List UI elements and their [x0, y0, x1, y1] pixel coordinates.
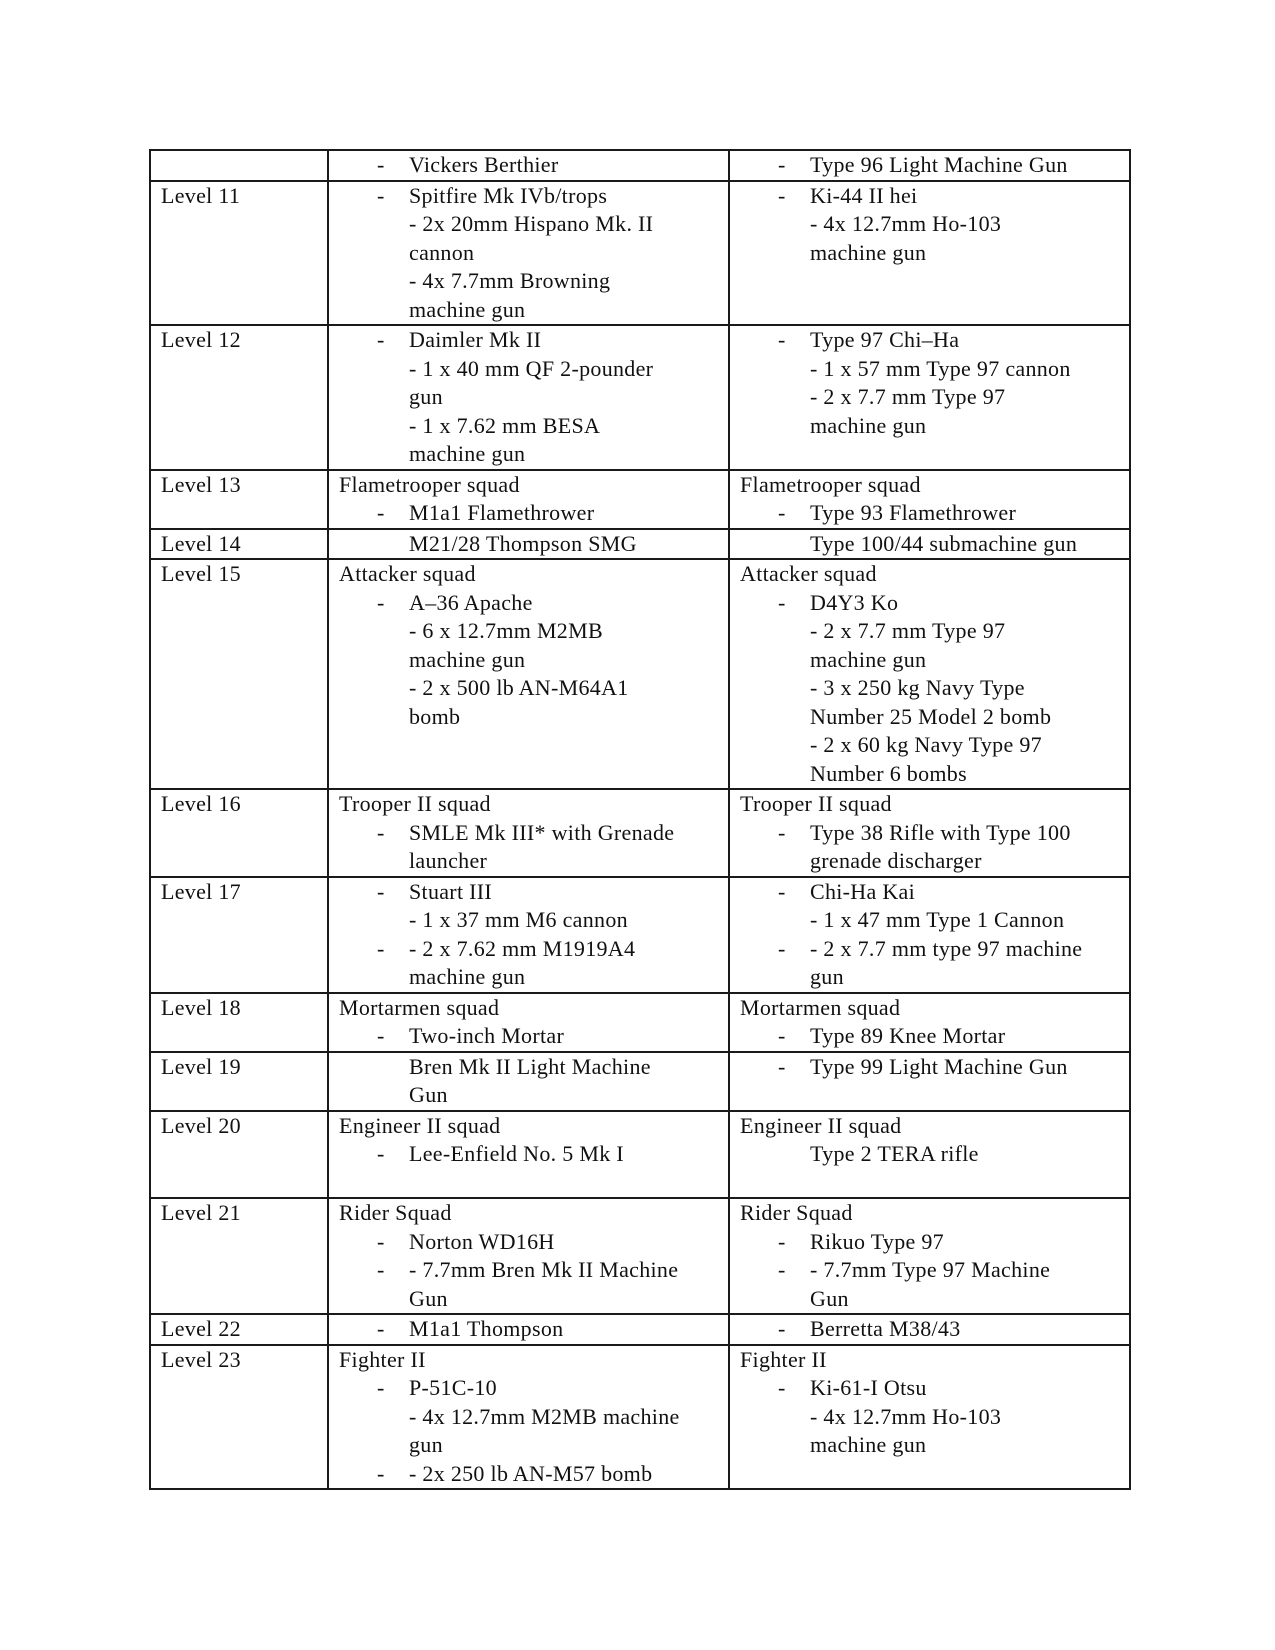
equipment-line: [339, 1140, 722, 1169]
line-text: Flametrooper squad: [339, 471, 520, 497]
bullet-dash: -: [377, 327, 385, 352]
equipment-line: [740, 617, 1123, 646]
equipment-line: [339, 906, 722, 935]
equipment-line: [740, 182, 1123, 211]
equipment-line: [339, 440, 722, 469]
squad-heading: [740, 560, 1123, 589]
line-text: - 2 x 500 lb AN-M64A1: [409, 675, 629, 700]
level-cell: Level 17: [150, 877, 328, 993]
line-text: - 4x 12.7mm M2MB machine: [409, 1403, 680, 1429]
table-row: [150, 150, 1130, 181]
line-text: Attacker squad: [740, 561, 877, 586]
line-text: grenade discharger: [810, 848, 982, 873]
line-text: Bren Mk II Light Machine: [409, 1053, 651, 1079]
axis-cell: [729, 1111, 1130, 1199]
axis-cell: [729, 1314, 1130, 1345]
bullet-dash: -: [377, 589, 385, 615]
level-cell: Level 11: [150, 181, 328, 326]
line-text: - 3 x 250 kg Navy Type: [810, 675, 1025, 700]
bullet-dash: -: [778, 500, 786, 525]
squad-heading: [339, 560, 722, 589]
equipment-line: [339, 1315, 722, 1344]
line-text: Spitfire Mk IVb/trops: [409, 182, 608, 208]
bullet-dash: -: [377, 819, 385, 845]
bullet-dash: -: [778, 935, 786, 961]
bullet-dash: -: [377, 1316, 385, 1341]
allied-cell: [328, 529, 729, 560]
bullet-dash: -: [377, 935, 385, 961]
axis-cell: [729, 529, 1130, 560]
line-text: Ki-61-I Otsu: [810, 1375, 927, 1400]
table-row: [150, 470, 1130, 529]
line-text: Stuart III: [409, 878, 493, 904]
equipment-line: [339, 1022, 722, 1051]
axis-cell: [729, 789, 1130, 877]
bullet-dash: -: [377, 500, 385, 525]
equipment-line: [740, 151, 1123, 180]
equipment-line: [339, 182, 722, 211]
line-text: Mortarmen squad: [740, 994, 901, 1020]
level-cell: Level 14: [150, 529, 328, 560]
equipment-line: [740, 239, 1123, 268]
squad-heading: [740, 1346, 1123, 1375]
equipment-line: [339, 296, 722, 325]
line-text: Engineer II squad: [339, 1112, 501, 1138]
equipment-line: [339, 963, 722, 992]
line-text: Flametrooper squad: [740, 471, 921, 497]
bullet-dash: -: [778, 1023, 786, 1048]
bullet-dash: -: [377, 878, 385, 904]
line-text: - 2 x 7.62 mm M1919A4: [409, 935, 636, 961]
line-text: machine gun: [409, 296, 526, 322]
line-text: D4Y3 Ko: [810, 589, 899, 615]
line-text: Norton WD16H: [409, 1228, 555, 1254]
equipment-line: [740, 731, 1123, 760]
line-text: - 2x 20mm Hispano Mk. II: [409, 211, 654, 236]
equipment-line: [740, 878, 1123, 907]
equipment-line: [339, 267, 722, 296]
bullet-dash: -: [778, 327, 786, 352]
line-text: Engineer II squad: [740, 1112, 902, 1138]
line-text: - 4x 7.7mm Browning: [409, 268, 611, 293]
bullet-dash: -: [778, 819, 786, 845]
level-cell: Level 20: [150, 1111, 328, 1199]
line-text: Rikuo Type 97: [810, 1228, 944, 1254]
level-cell: Level 19: [150, 1052, 328, 1111]
equipment-line: [339, 617, 722, 646]
line-text: - 4x 12.7mm Ho-103: [810, 1403, 1002, 1429]
line-text: machine gun: [810, 1432, 927, 1457]
axis-cell: [729, 1052, 1130, 1111]
equipment-line: [339, 674, 722, 703]
equipment-line: [740, 1285, 1123, 1314]
line-text: M1a1 Thompson: [409, 1316, 564, 1341]
bullet-dash: -: [778, 1257, 786, 1282]
line-text: M1a1 Flamethrower: [409, 500, 595, 525]
level-cell: Level 13: [150, 470, 328, 529]
squad-heading: [740, 1112, 1123, 1141]
bullet-dash: -: [377, 1228, 385, 1254]
line-text: - 2 x 7.7 mm Type 97: [810, 618, 1006, 643]
equipment-line: [740, 210, 1123, 239]
line-text: Number 25 Model 2 bomb: [810, 703, 1052, 729]
squad-heading: [339, 1199, 722, 1228]
line-text: Rider Squad: [339, 1200, 452, 1225]
axis-cell: [729, 181, 1130, 326]
equipment-line: [740, 383, 1123, 412]
bullet-dash: -: [778, 1053, 786, 1079]
table-row: [150, 529, 1130, 560]
equipment-line: [339, 412, 722, 441]
line-text: M21/28 Thompson SMG: [409, 530, 637, 556]
allied-cell: [328, 1198, 729, 1314]
line-text: - 1 x 57 mm Type 97 cannon: [810, 355, 1071, 381]
line-text: Number 6 bombs: [810, 760, 967, 786]
line-text: - 6 x 12.7mm M2MB: [409, 618, 603, 643]
bullet-dash: -: [377, 1375, 385, 1400]
table-row: [150, 1198, 1130, 1314]
squad-heading: [339, 1112, 722, 1141]
line-text: Type 96 Light Machine Gun: [810, 152, 1068, 177]
equipment-line: [339, 1053, 722, 1082]
line-text: Chi-Ha Kai: [810, 878, 916, 904]
line-text: machine gun: [409, 441, 526, 466]
line-text: - 2x 250 lb AN-M57 bomb: [409, 1460, 653, 1486]
equipment-line: [740, 1315, 1123, 1344]
equipment-line: [740, 355, 1123, 384]
line-text: cannon: [409, 239, 475, 265]
line-text: Gun: [409, 1082, 448, 1107]
blank-line: [740, 1169, 1123, 1198]
equipment-line: [339, 530, 722, 559]
equipment-line: [740, 589, 1123, 618]
line-text: machine gun: [810, 646, 927, 672]
axis-cell: [729, 559, 1130, 789]
allied-cell: [328, 325, 729, 470]
line-text: P-51C-10: [409, 1375, 497, 1400]
equipment-line: [740, 760, 1123, 789]
level-unlock-table: [149, 149, 1131, 1490]
axis-cell: [729, 470, 1130, 529]
line-text: Lee-Enfield No. 5 Mk I: [409, 1141, 624, 1166]
equipment-line: [740, 1403, 1123, 1432]
squad-heading: [339, 790, 722, 819]
equipment-line: [339, 646, 722, 675]
equipment-line: [740, 646, 1123, 675]
line-text: Fighter II: [339, 1346, 426, 1372]
equipment-line: [339, 1374, 722, 1403]
level-cell: Level 21: [150, 1198, 328, 1314]
level-cell: [150, 150, 328, 181]
level-cell: Level 12: [150, 325, 328, 470]
line-text: Trooper II squad: [339, 791, 491, 816]
equipment-line: [339, 239, 722, 268]
line-text: gun: [409, 1432, 443, 1457]
bullet-dash: -: [377, 1460, 385, 1486]
line-text: Mortarmen squad: [339, 994, 500, 1020]
allied-cell: [328, 1314, 729, 1345]
squad-heading: [339, 1346, 722, 1375]
line-text: A–36 Apache: [409, 589, 533, 615]
equipment-line: [339, 210, 722, 239]
table-row: [150, 789, 1130, 877]
allied-cell: [328, 1052, 729, 1111]
line-text: - 2 x 7.7 mm Type 97: [810, 384, 1006, 409]
equipment-line: [339, 1081, 722, 1110]
bullet-dash: -: [778, 1228, 786, 1254]
level-cell: Level 15: [150, 559, 328, 789]
squad-heading: [339, 994, 722, 1023]
line-text: Berretta M38/43: [810, 1316, 961, 1341]
equipment-line: [339, 1403, 722, 1432]
equipment-line: [740, 674, 1123, 703]
line-text: - 7.7mm Type 97 Machine: [810, 1257, 1051, 1282]
axis-cell: [729, 877, 1130, 993]
level-cell: Level 23: [150, 1345, 328, 1490]
bullet-dash: -: [778, 182, 786, 208]
equipment-line: [740, 499, 1123, 528]
squad-heading: [740, 790, 1123, 819]
equipment-line: [339, 1228, 722, 1257]
equipment-line: [740, 1256, 1123, 1285]
bullet-dash: -: [377, 182, 385, 208]
allied-cell: [328, 559, 729, 789]
bullet-dash: -: [778, 1316, 786, 1341]
line-text: Type 89 Knee Mortar: [810, 1023, 1006, 1048]
axis-cell: [729, 993, 1130, 1052]
level-cell: Level 18: [150, 993, 328, 1052]
table-row: [150, 181, 1130, 326]
line-text: machine gun: [409, 646, 526, 672]
equipment-line: [740, 530, 1123, 559]
line-text: Fighter II: [740, 1346, 827, 1372]
table-row: [150, 1111, 1130, 1199]
line-text: Trooper II squad: [740, 791, 892, 816]
squad-heading: [740, 471, 1123, 500]
table-row: [150, 1345, 1130, 1490]
level-cell: Level 22: [150, 1314, 328, 1345]
line-text: - 2 x 60 kg Navy Type 97: [810, 732, 1042, 757]
bullet-dash: -: [377, 1141, 385, 1166]
axis-cell: [729, 150, 1130, 181]
equipment-line: [740, 1431, 1123, 1460]
bullet-dash: -: [778, 152, 786, 177]
line-text: Type 38 Rifle with Type 100: [810, 819, 1071, 845]
table-row: [150, 559, 1130, 789]
line-text: - 1 x 47 mm Type 1 Cannon: [810, 907, 1065, 932]
line-text: machine gun: [810, 239, 927, 265]
equipment-line: [740, 847, 1123, 876]
line-text: - 1 x 7.62 mm BESA: [409, 412, 601, 438]
equipment-line: [740, 1053, 1123, 1082]
line-text: Type 97 Chi–Ha: [810, 327, 960, 352]
equipment-line: [740, 412, 1123, 441]
equipment-line: [339, 1431, 722, 1460]
equipment-line: [740, 1140, 1123, 1169]
bullet-dash: -: [377, 152, 385, 177]
line-text: Type 2 TERA rifle: [810, 1141, 979, 1166]
line-text: - 7.7mm Bren Mk II Machine: [409, 1257, 679, 1282]
equipment-line: [740, 819, 1123, 848]
equipment-line: [740, 935, 1123, 964]
bullet-dash: -: [778, 878, 786, 904]
squad-heading: [339, 471, 722, 500]
line-text: - 4x 12.7mm Ho-103: [810, 211, 1002, 236]
equipment-line: [339, 589, 722, 618]
allied-cell: [328, 789, 729, 877]
allied-cell: [328, 877, 729, 993]
equipment-line: [339, 355, 722, 384]
equipment-line: [339, 1285, 722, 1314]
line-text: - 1 x 37 mm M6 cannon: [409, 907, 628, 932]
line-text: Type 100/44 submachine gun: [810, 530, 1078, 556]
line-text: Ki-44 II hei: [810, 182, 918, 208]
equipment-line: [339, 847, 722, 876]
equipment-line: [339, 819, 722, 848]
table-row: [150, 877, 1130, 993]
line-text: gun: [409, 384, 443, 409]
line-text: Attacker squad: [339, 561, 476, 586]
line-text: Rider Squad: [740, 1200, 853, 1225]
line-text: Vickers Berthier: [409, 152, 559, 177]
line-text: Gun: [409, 1285, 448, 1311]
line-text: gun: [810, 964, 844, 989]
line-text: Type 93 Flamethrower: [810, 500, 1017, 525]
axis-cell: [729, 1345, 1130, 1490]
equipment-line: [339, 499, 722, 528]
equipment-line: [740, 906, 1123, 935]
equipment-line: [339, 935, 722, 964]
bullet-dash: -: [377, 1023, 385, 1048]
equipment-line: [339, 878, 722, 907]
equipment-line: [339, 1256, 722, 1285]
table-body: [150, 150, 1130, 1489]
equipment-line: [740, 703, 1123, 732]
axis-cell: [729, 1198, 1130, 1314]
bullet-dash: -: [778, 1375, 786, 1400]
table-row: [150, 1052, 1130, 1111]
table-row: [150, 325, 1130, 470]
equipment-line: [339, 1460, 722, 1489]
equipment-line: [740, 1374, 1123, 1403]
level-cell: Level 16: [150, 789, 328, 877]
table-row: [150, 993, 1130, 1052]
line-text: SMLE Mk III* with Grenade: [409, 819, 675, 845]
table-row: [150, 1314, 1130, 1345]
line-text: launcher: [409, 848, 488, 873]
allied-cell: [328, 993, 729, 1052]
squad-heading: [740, 1199, 1123, 1228]
line-text: Gun: [810, 1285, 849, 1311]
bullet-dash: -: [377, 1257, 385, 1282]
allied-cell: [328, 1111, 729, 1199]
line-text: bomb: [409, 703, 461, 729]
bullet-dash: -: [778, 589, 786, 615]
equipment-line: [339, 326, 722, 355]
line-text: - 1 x 40 mm QF 2-pounder: [409, 355, 654, 381]
line-text: machine gun: [810, 412, 927, 438]
line-text: Daimler Mk II: [409, 327, 542, 352]
line-text: - 2 x 7.7 mm type 97 machine: [810, 935, 1083, 961]
squad-heading: [740, 994, 1123, 1023]
allied-cell: [328, 150, 729, 181]
equipment-line: [339, 383, 722, 412]
equipment-line: [740, 326, 1123, 355]
equipment-line: [740, 963, 1123, 992]
equipment-line: [339, 151, 722, 180]
line-text: machine gun: [409, 964, 526, 989]
allied-cell: [328, 181, 729, 326]
equipment-line: [740, 1228, 1123, 1257]
line-text: Type 99 Light Machine Gun: [810, 1053, 1068, 1079]
allied-cell: [328, 1345, 729, 1490]
blank-line: [339, 1169, 722, 1198]
equipment-line: [740, 1022, 1123, 1051]
allied-cell: [328, 470, 729, 529]
axis-cell: [729, 325, 1130, 470]
equipment-line: [339, 703, 722, 732]
line-text: Two-inch Mortar: [409, 1023, 565, 1048]
